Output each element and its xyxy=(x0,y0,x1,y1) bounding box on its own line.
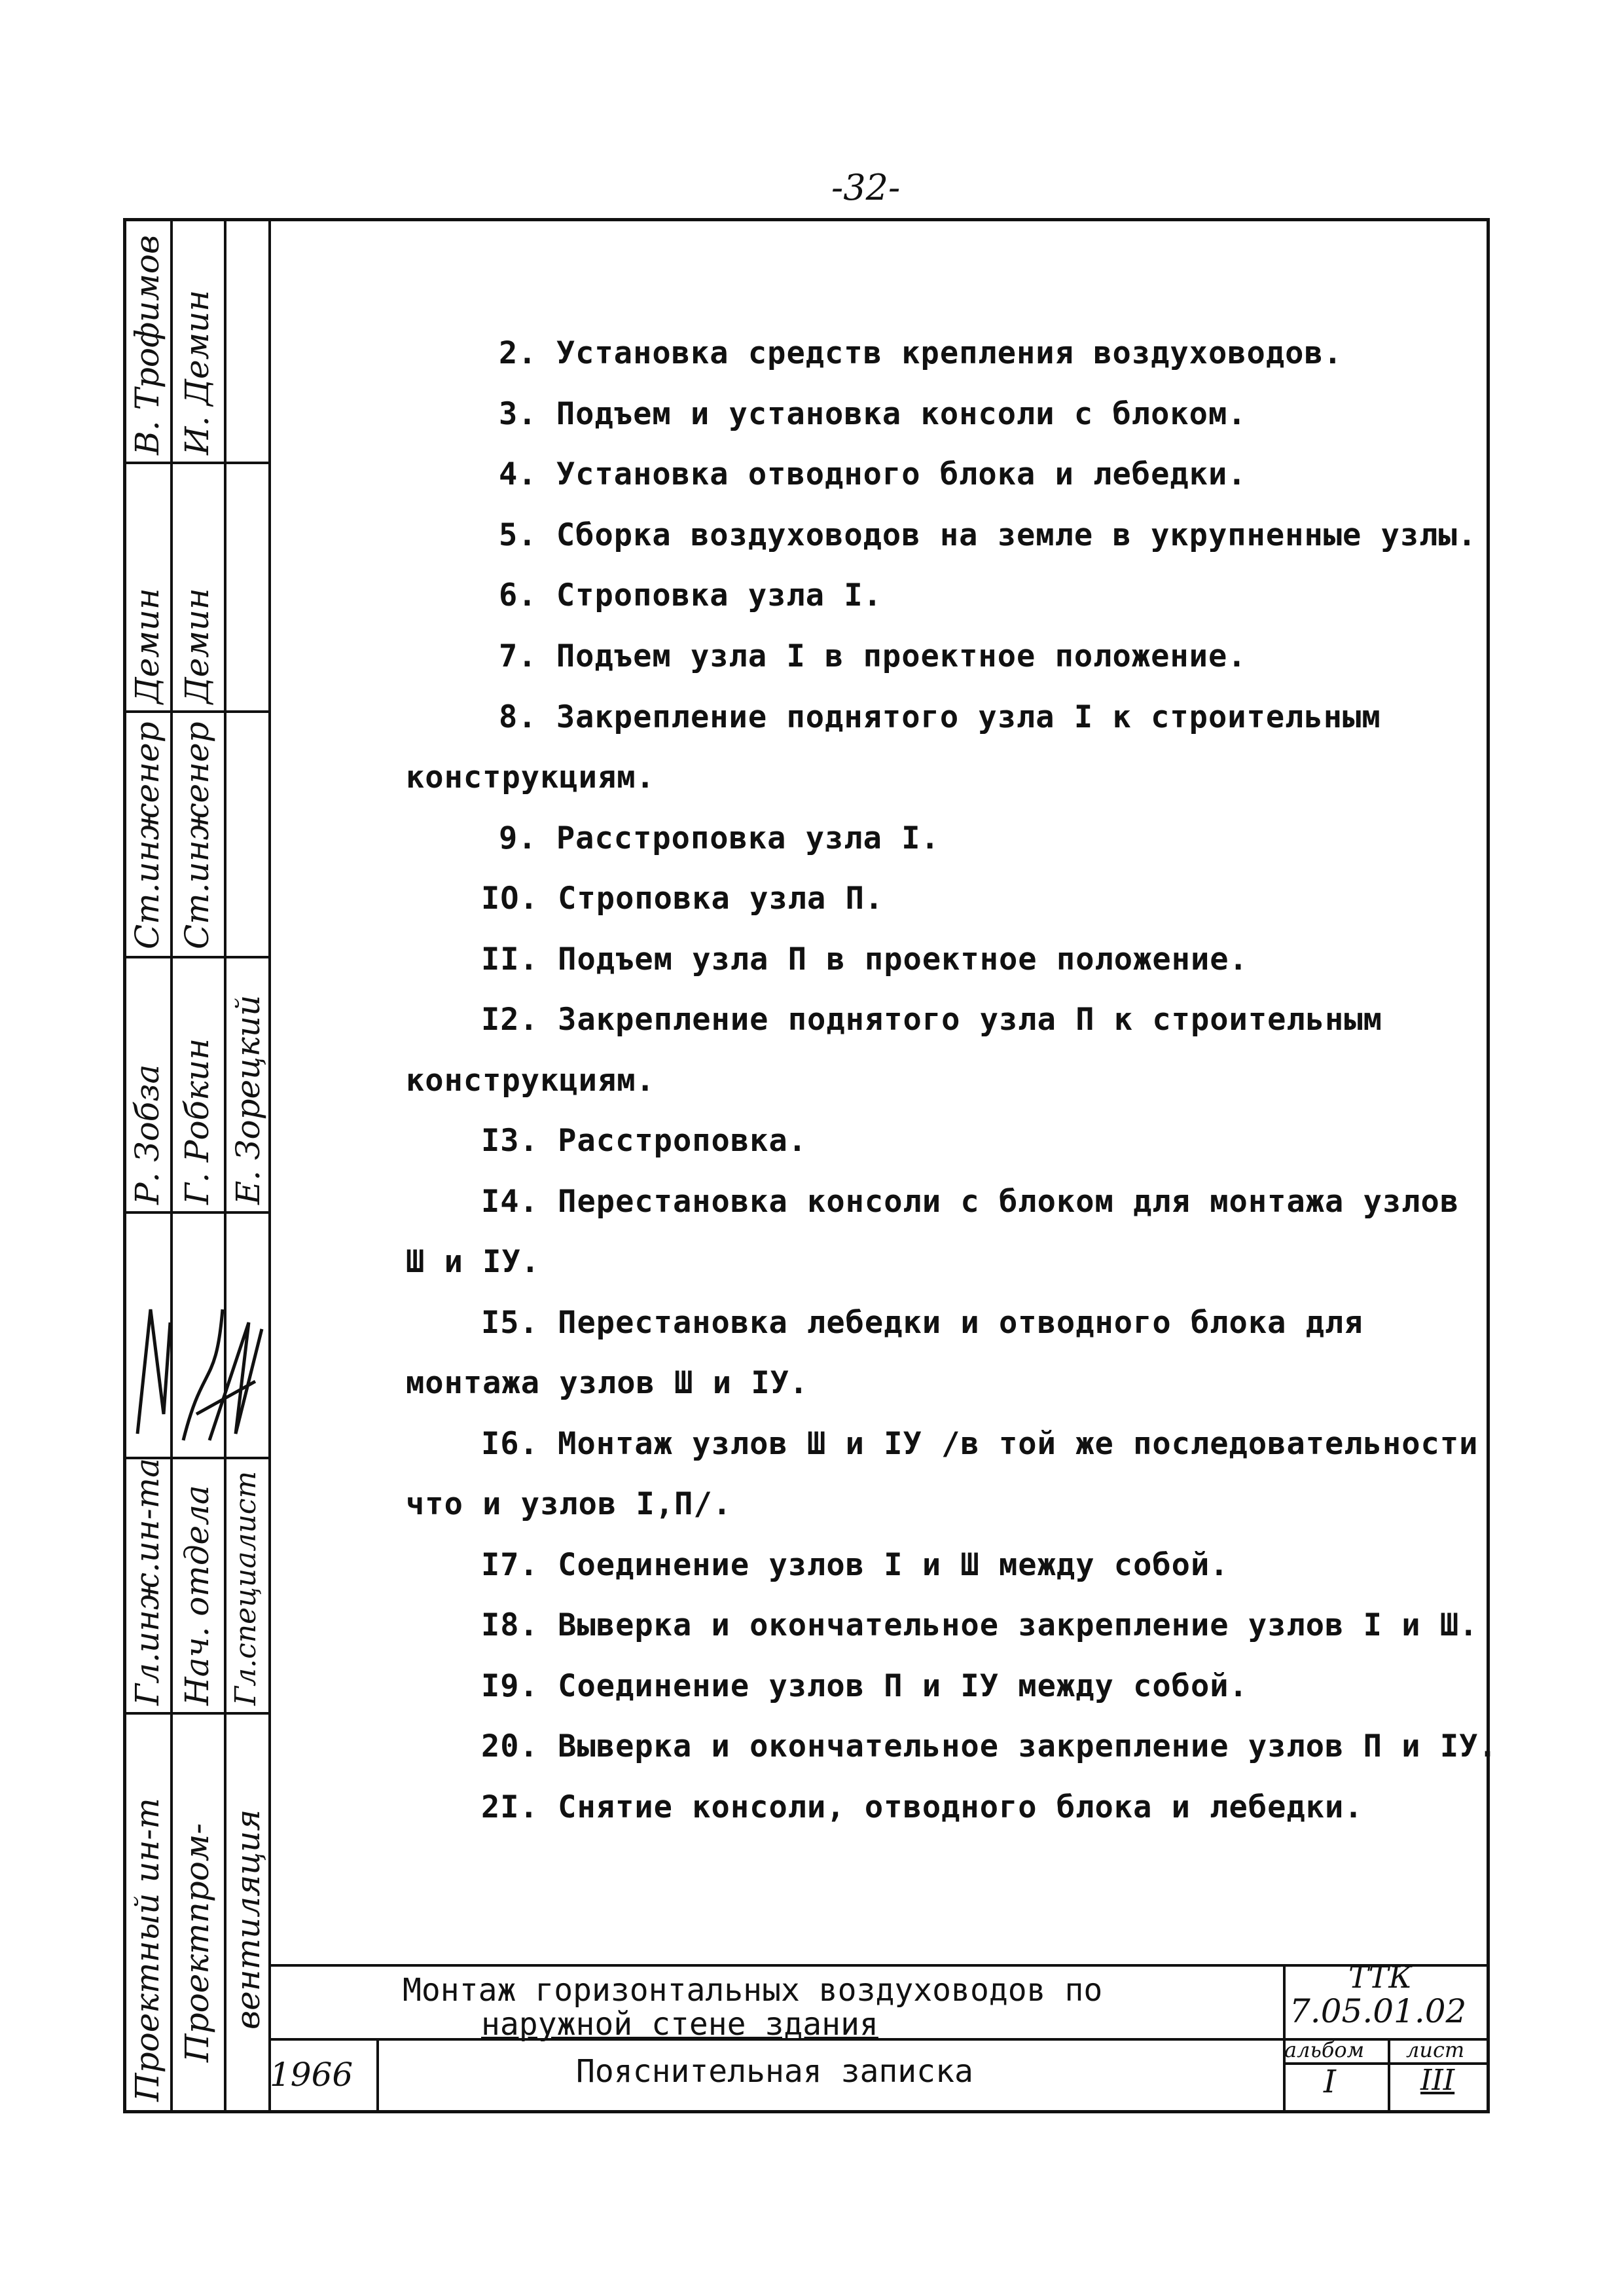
strip-line-3 xyxy=(224,218,226,2113)
step-item: 3. Подъем и установка консоли с блоком. xyxy=(499,396,1247,432)
title-block-top-line xyxy=(268,1964,1490,1967)
strip-name-1: Р. Зобза xyxy=(128,1064,166,1205)
title-block-label-line xyxy=(1283,2062,1490,2065)
step-item: 4. Установка отводного блока и лебедки. xyxy=(499,456,1247,492)
page-frame xyxy=(123,218,1490,2113)
step-item: I9. Соединение узлов П и IУ между собой. xyxy=(481,1668,1248,1704)
strip-divider xyxy=(123,710,268,713)
strip-divider xyxy=(123,1211,268,1214)
step-item: 7. Подъем узла I в проектное положение. xyxy=(499,638,1247,674)
sheet-label: лист xyxy=(1406,2037,1465,2062)
strip-role-5: Гл.специалист xyxy=(229,1470,262,1705)
step-item: 5. Сборка воздуховодов на земле в укрупненные узлы. xyxy=(499,517,1477,553)
step-item: I2. Закрепление поднятого узла П к строительным xyxy=(481,1002,1382,1038)
step-item: 6. Строповка узла I. xyxy=(499,577,882,613)
strip-name-3: Г. Робкин xyxy=(178,1038,216,1205)
strip-role-2: Ст.инженер xyxy=(128,721,166,949)
step-item: II. Подъем узла П в проектное положение. xyxy=(481,941,1248,977)
strip-divider xyxy=(123,462,268,464)
step-item: 2. Установка средств крепления воздуховодов. xyxy=(499,335,1343,371)
step-item: I3. Расстроповка. xyxy=(481,1123,808,1159)
step-continuation: что и узлов I,П/. xyxy=(406,1486,732,1522)
strip-name-2: В. Трофимов xyxy=(128,235,166,455)
step-continuation: Ш и IУ. xyxy=(406,1244,541,1280)
strip-divider xyxy=(123,1712,268,1715)
step-item: I8. Выверка и окончательное закрепление узлов I и Ш. xyxy=(481,1607,1479,1643)
page-number: -32- xyxy=(831,167,901,208)
code-label: ТТК xyxy=(1348,1959,1412,1995)
step-item: 8. Закрепление поднятого узла I к строительным xyxy=(499,699,1381,735)
album-value: I xyxy=(1324,2064,1336,2100)
drawing-title-line2: наружной стене здания xyxy=(481,2006,878,2043)
step-continuation: конструкциям. xyxy=(406,1063,655,1099)
strip-line-2 xyxy=(170,218,173,2113)
step-item: 20. Выверка и окончательное закрепление узлов П и IУ. xyxy=(481,1728,1498,1764)
step-item: I4. Перестановка консоли с блоком для монтажа узлов xyxy=(481,1184,1460,1220)
strip-role-1: Гл.инж.ин-та xyxy=(128,1458,166,1705)
strip-org-3: вентиляция xyxy=(229,1809,267,2030)
strip-divider xyxy=(123,956,268,958)
strip-role-4: Ст.инженер xyxy=(178,721,216,949)
drawing-subtitle: Пояснительная записка xyxy=(576,2053,973,2090)
step-item: 9. Расстроповка узла I. xyxy=(499,820,940,856)
step-item: IO. Строповка узла П. xyxy=(481,881,884,917)
strip-org-1: Проектный ин-т xyxy=(128,1798,166,2102)
strip-role-3: Нач. отдела xyxy=(178,1485,216,1705)
drawing-title-line1: Монтаж горизонтальных воздуховодов по xyxy=(403,1972,1103,2009)
step-item: 2I. Снятие консоли, отводного блока и лебедки. xyxy=(481,1789,1363,1825)
step-continuation: монтажа узлов Ш и IУ. xyxy=(406,1365,809,1401)
step-continuation: конструкциям. xyxy=(406,759,655,795)
title-block-sheet-divider xyxy=(1388,2038,1390,2113)
year: 1966 xyxy=(270,2056,353,2094)
strip-org-2: Проектпром- xyxy=(178,1823,216,2062)
step-item: I6. Монтаж узлов Ш и IУ /в той же последовательности xyxy=(481,1426,1479,1462)
strip-name-5: Е. Зорецкий xyxy=(229,994,267,1205)
strip-line-1 xyxy=(123,255,126,2113)
step-item: I7. Соединение узлов I и Ш между собой. xyxy=(481,1547,1229,1583)
strip-name-4: И. Демин xyxy=(178,289,216,455)
strip-signature-2: Демин xyxy=(178,588,216,704)
sheet-value: III xyxy=(1420,2064,1455,2097)
strip-line-4 xyxy=(268,218,271,2113)
signature-scribble xyxy=(124,1283,268,1453)
document-code: 7.05.01.02 xyxy=(1290,1992,1467,2030)
step-item: I5. Перестановка лебедки и отводного блока для xyxy=(481,1305,1363,1341)
album-label: альбом xyxy=(1284,2037,1365,2062)
strip-signature-1: Демин xyxy=(128,588,166,704)
title-block-year-divider xyxy=(376,2038,379,2113)
